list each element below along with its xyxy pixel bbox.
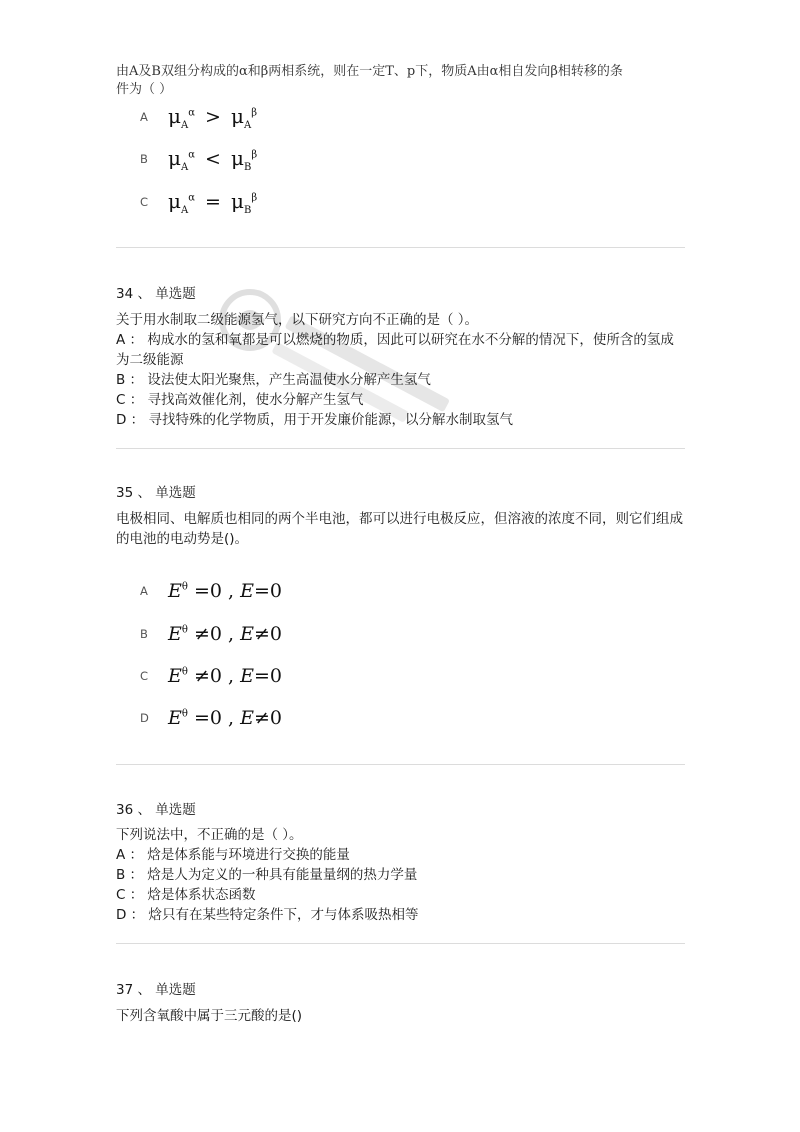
q36-option-a[interactable]: A ： 焓是体系能与环境进行交换的能量: [116, 847, 350, 863]
q36-option-b[interactable]: B ： 焓是人为定义的一种具有能量量纲的热力学量: [116, 867, 418, 883]
q33-option-b-formula: $\mu_A^\alpha < \mu_B^\beta$: [168, 145, 258, 173]
divider: [116, 943, 685, 944]
divider: [116, 448, 685, 449]
q33-stem-line2: 件为（ ）: [116, 82, 173, 97]
option-letter: A: [140, 584, 148, 598]
q33-stem: [116, 63, 686, 99]
q35-option-b-formula: $E^\theta \ne 0$ , E≠0: [168, 623, 282, 645]
option-letter: C: [140, 669, 149, 683]
option-letter: B: [140, 152, 148, 166]
q35-option-a[interactable]: [140, 576, 282, 606]
q33-option-a[interactable]: [140, 102, 257, 132]
q35-option-d-formula: $E^\theta =0$ , E≠0: [168, 707, 282, 729]
q34-option-a[interactable]: A ： 构成水的氢和氧都是可以燃烧的物质，因此可以研究在水不分解的情况下，使所含的氢成为二级能源: [116, 332, 674, 368]
option-letter: B: [140, 627, 148, 641]
q36-stem: 下列说法中，不正确的是（ ）。: [116, 827, 303, 843]
q34-option-c[interactable]: C ： 寻找高效催化剂，使水分解产生氢气: [116, 392, 364, 408]
q36-option-c[interactable]: C ： 焓是体系状态函数: [116, 887, 256, 903]
q35-header: 35 、 单选题: [116, 485, 196, 501]
q34-option-b[interactable]: B ： 设法使太阳光聚焦，产生高温使水分解产生氢气: [116, 372, 431, 388]
q33-option-c-formula: $\mu_A^\alpha = \mu_B^\beta$: [168, 188, 258, 216]
q34-body: [116, 310, 686, 430]
q34-stem: 关于用水制取二级能源氢气，以下研究方向不正确的是（ ）。: [116, 312, 479, 328]
divider: [116, 764, 685, 765]
q35-option-c[interactable]: [140, 661, 282, 691]
q37-stem: 下列含氧酸中属于三元酸的是(): [116, 1008, 303, 1024]
q35-stem: 电极相同、电解质也相同的两个半电池，都可以进行电极反应，但溶液的浓度不同，则它们组成的电池的电动势是()。: [116, 511, 683, 547]
q33-stem-line1: 由A及B双组分构成的α和β两相系统，则在一定T、p下，物质A由α相自发向β相转移的条: [116, 64, 623, 79]
q35-option-b[interactable]: [140, 619, 282, 649]
divider: [116, 247, 685, 248]
option-letter: A: [140, 110, 148, 124]
q36-option-d[interactable]: D ： 焓只有在某些特定条件下，才与体系吸热相等: [116, 907, 419, 923]
q37-header: 37 、 单选题: [116, 982, 196, 998]
q34-option-d[interactable]: D ： 寻找特殊的化学物质，用于开发廉价能源，以分解水制取氢气: [116, 412, 513, 428]
option-letter: D: [140, 711, 149, 725]
q36-body: [116, 825, 686, 925]
q33-option-a-formula: $\mu_A^\alpha > \mu_A^\beta$: [168, 103, 258, 131]
q34-header: 34 、 单选题: [116, 286, 196, 302]
q35-option-d[interactable]: [140, 703, 282, 733]
q35-option-c-formula: $E^\theta \ne 0$ , E=0: [168, 665, 282, 687]
q36-header: 36 、 单选题: [116, 802, 196, 818]
option-letter: C: [140, 195, 149, 209]
q35-option-a-formula: $E^\theta =0$ , E=0: [168, 580, 282, 602]
q33-option-b[interactable]: [140, 144, 257, 174]
q33-option-c[interactable]: [140, 187, 257, 217]
